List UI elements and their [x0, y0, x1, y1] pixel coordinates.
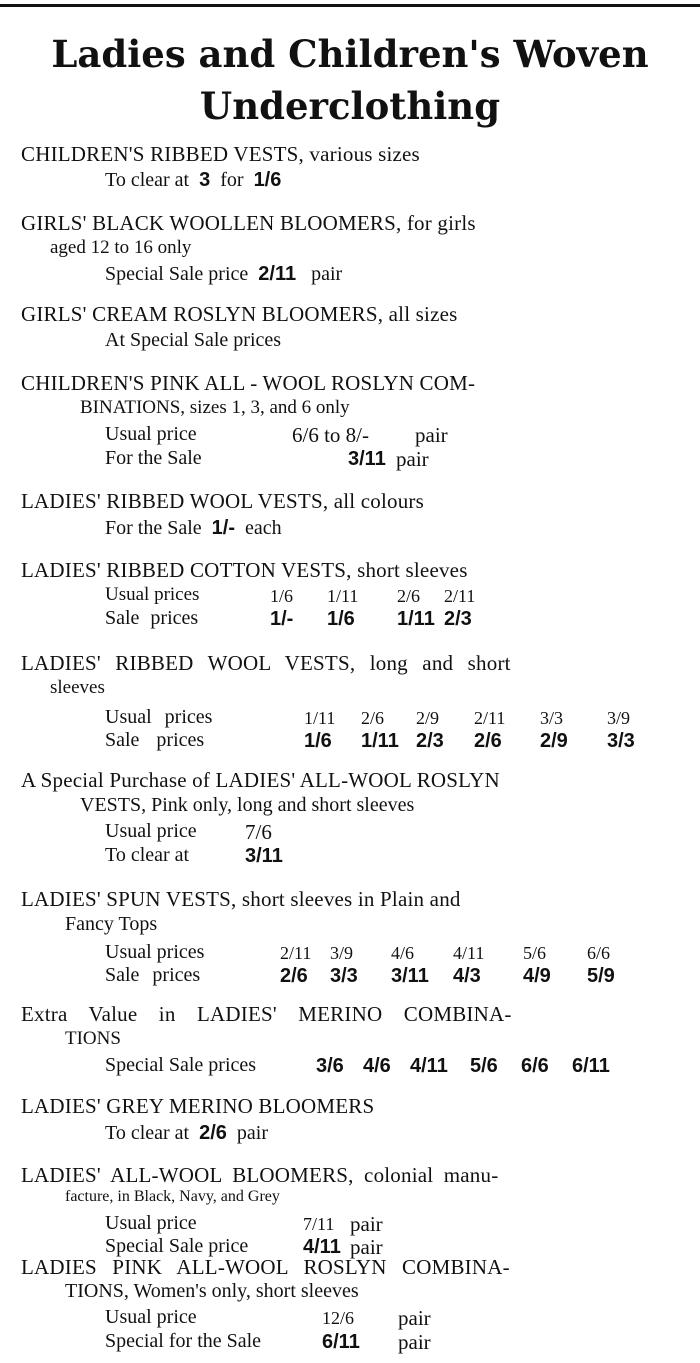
usual-price: 1/11	[327, 586, 359, 606]
sale-price: 1/-	[270, 608, 294, 630]
usual-price: 4/11	[453, 943, 485, 963]
sale-price-label: Special for the Sale	[105, 1330, 262, 1352]
item-description: CHILDREN'S PINK ALL - WOOL ROSLYN COM-	[21, 371, 476, 395]
price-unit: pair	[396, 447, 429, 471]
usual-price: 12/6	[322, 1308, 355, 1328]
price-unit: pair	[311, 263, 343, 285]
sale-price: 4/9	[523, 965, 551, 987]
sale-price: 3/3	[330, 965, 358, 987]
sale-price: 4/11	[303, 1236, 341, 1258]
price-label: To clear at	[105, 169, 190, 191]
sale-prices-label: Sale prices	[105, 607, 199, 629]
item-description-cont: BINATIONS, sizes 1, 3, and 6 only	[80, 397, 350, 418]
sale-price: 2/3	[416, 730, 444, 752]
usual-price: 6/6 to 8/-	[292, 423, 369, 447]
item-description: CHILDREN'S RIBBED VESTS, various sizes	[21, 142, 420, 166]
usual-prices-label: Usual prices	[105, 941, 205, 963]
title-line-2: Underclothing	[199, 84, 501, 128]
top-rule	[0, 4, 700, 7]
item-description-cont: aged 12 to 16 only	[50, 237, 192, 258]
usual-price: 2/6	[361, 708, 385, 728]
item-description: LADIES' RIBBED COTTON VESTS, short sleeves	[21, 558, 468, 582]
price-line: At Special Sale prices	[105, 329, 282, 351]
sale-price-label: For the Sale	[105, 447, 202, 469]
page-title	[0, 28, 700, 132]
sale-price: 4/6	[363, 1055, 391, 1077]
price-unit: each	[245, 517, 282, 539]
item-description: A Special Purchase of LADIES' ALL-WOOL ROSLYN	[21, 768, 500, 792]
item-description: LADIES' ALL-WOOL BLOOMERS, colonial manu-	[21, 1163, 499, 1187]
usual-price: 2/6	[397, 586, 421, 606]
usual-price: 7/6	[245, 820, 272, 844]
item-description: LADIES' RIBBED WOOL VESTS, all colours	[21, 489, 424, 513]
price-line	[105, 169, 281, 192]
sale-price: 4/3	[453, 965, 481, 987]
price-unit: pair	[350, 1235, 383, 1259]
price-unit: pair	[398, 1306, 431, 1330]
for-word: for	[220, 169, 244, 191]
quantity: 3	[199, 169, 211, 191]
item-description-cont: VESTS, Pink only, long and short sleeves	[80, 794, 415, 816]
sale-prices-label: Sale prices	[105, 729, 205, 751]
sale-price: 5/6	[470, 1055, 498, 1077]
price-label: To clear at	[105, 1122, 190, 1144]
usual-price: 2/11	[280, 943, 312, 963]
usual-price: 1/11	[304, 708, 336, 728]
sale-price: 3/11	[245, 845, 283, 867]
sale-price: 6/6	[521, 1055, 549, 1077]
price-unit: pair	[415, 423, 448, 447]
sale-price: 2/6	[280, 965, 308, 987]
usual-price-label: Usual price	[105, 423, 197, 445]
sale-price: 1/-	[211, 517, 235, 539]
sale-price: 1/11	[361, 730, 399, 752]
price-line	[105, 1122, 268, 1145]
sale-price: 2/11	[258, 263, 297, 285]
usual-price: 2/9	[416, 708, 440, 728]
sale-price-label: To clear at	[105, 844, 190, 866]
usual-price: 4/6	[391, 943, 415, 963]
price-line	[105, 517, 282, 540]
usual-price: 3/9	[607, 708, 631, 728]
usual-price: 1/6	[270, 586, 294, 606]
price-line	[105, 263, 342, 286]
usual-price: 3/9	[330, 943, 354, 963]
sale-price: 3/11	[391, 965, 429, 987]
price-label: Special Sale price	[105, 263, 249, 285]
price-unit: pair	[236, 1122, 269, 1144]
usual-prices-label: Usual prices	[105, 584, 200, 605]
sale-price: 3/6	[316, 1055, 344, 1077]
item-description-cont: TIONS, Women's only, short sleeves	[65, 1280, 359, 1302]
usual-price: 3/3	[540, 708, 564, 728]
item-description: LADIES' GREY MERINO BLOOMERS	[21, 1094, 375, 1118]
price-unit: pair	[350, 1212, 383, 1236]
sale-price: 5/9	[587, 965, 615, 987]
usual-price: 5/6	[523, 943, 547, 963]
item-description: LADIES' RIBBED WOOL VESTS, long and short	[21, 651, 511, 675]
title-line-1: Ladies and Children's Woven	[51, 32, 649, 76]
sale-price: 2/9	[540, 730, 568, 752]
sale-prices-label: Special Sale prices	[105, 1054, 257, 1076]
sale-price: 3/3	[607, 730, 635, 752]
sale-price: 1/6	[304, 730, 332, 752]
usual-prices-label: Usual prices	[105, 706, 213, 728]
usual-price-label: Usual price	[105, 1306, 197, 1328]
sale-price: 1/6	[327, 608, 355, 630]
usual-price: 2/11	[444, 586, 476, 606]
sale-price-label: Special Sale price	[105, 1235, 249, 1257]
sale-price: 2/6	[199, 1122, 227, 1144]
usual-price-label: Usual price	[105, 820, 197, 842]
item-description: GIRLS' CREAM ROSLYN BLOOMERS, all sizes	[21, 302, 458, 326]
item-description-cont: TIONS	[65, 1028, 121, 1049]
sale-price: 1/11	[397, 608, 435, 630]
sale-price: 6/11	[572, 1055, 610, 1077]
item-description-cont: facture, in Black, Navy, and Grey	[65, 1188, 280, 1205]
sale-price: 6/11	[322, 1331, 360, 1353]
usual-price: 6/6	[587, 943, 611, 963]
item-description-cont: Fancy Tops	[65, 913, 158, 935]
sale-price: 1/6	[253, 169, 282, 191]
item-description: GIRLS' BLACK WOOLLEN BLOOMERS, for girls	[21, 211, 476, 235]
item-description: LADIES' SPUN VESTS, short sleeves in Plain and	[21, 887, 461, 911]
item-description-cont: sleeves	[50, 677, 105, 698]
sale-prices-label: Sale prices	[105, 964, 201, 986]
price-label: For the Sale	[105, 517, 202, 539]
usual-price: 7/11	[303, 1214, 335, 1234]
sale-price: 2/3	[444, 608, 472, 630]
item-description: Extra Value in LADIES' MERINO COMBINA-	[21, 1002, 512, 1026]
sale-price: 2/6	[474, 730, 502, 752]
sale-price: 3/11	[348, 448, 386, 470]
sale-price: 4/11	[410, 1055, 448, 1077]
item-description: LADIES PINK ALL-WOOL ROSLYN COMBINA-	[21, 1255, 510, 1279]
price-unit: pair	[398, 1330, 431, 1354]
usual-price: 2/11	[474, 708, 506, 728]
usual-price-label: Usual price	[105, 1212, 197, 1234]
